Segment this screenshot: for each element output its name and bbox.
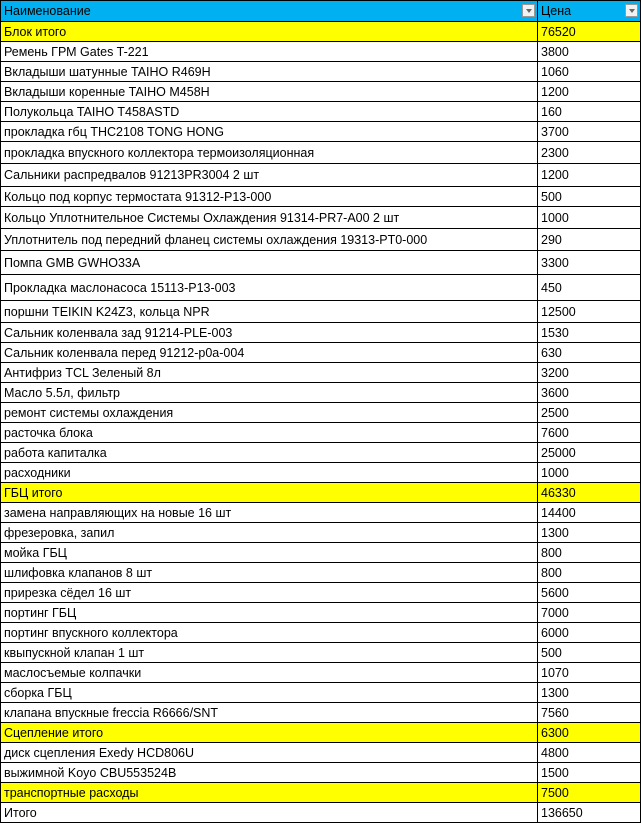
cell-price[interactable]: 5600 [538, 583, 641, 603]
table-row [1, 703, 641, 723]
cell-name[interactable]: Блок итого [1, 22, 538, 42]
cell-name[interactable]: работа капиталка [1, 443, 538, 463]
cell-price[interactable]: 3600 [538, 383, 641, 403]
cell-price[interactable]: 2300 [538, 142, 641, 164]
cell-price[interactable]: 76520 [538, 22, 641, 42]
cell-name[interactable]: выжимной Koyo CBU553524B [1, 763, 538, 783]
cell-name[interactable]: прокладка гбц THC2108 TONG HONG [1, 122, 538, 142]
table-row [1, 275, 641, 301]
subtotal-row [1, 483, 641, 503]
table-row [1, 423, 641, 443]
cell-price[interactable]: 800 [538, 563, 641, 583]
cell-name[interactable]: Ремень ГРМ Gates T-221 [1, 42, 538, 62]
cell-price[interactable]: 1200 [538, 164, 641, 187]
cell-name[interactable]: Антифриз TCL Зеленый 8л [1, 363, 538, 383]
cell-name[interactable]: клапана впускные freccia R6666/SNT [1, 703, 538, 723]
cell-name[interactable]: Прокладка маслонасоса 15113-P13-003 [1, 275, 538, 301]
cell-name[interactable]: ремонт системы охлаждения [1, 403, 538, 423]
table-row [1, 503, 641, 523]
table-row [1, 301, 641, 323]
cell-name[interactable]: Уплотнитель под передний фланец системы охлаждения 19313-PT0-000 [1, 229, 538, 251]
cell-price[interactable]: 290 [538, 229, 641, 251]
cell-price[interactable]: 3200 [538, 363, 641, 383]
table-row [1, 603, 641, 623]
table-row [1, 803, 641, 823]
cell-name[interactable]: Сальники распредвалов 91213PR3004 2 шт [1, 164, 538, 187]
cell-price[interactable]: 1000 [538, 207, 641, 229]
table-row [1, 102, 641, 122]
cell-price[interactable]: 3800 [538, 42, 641, 62]
column-header-name-label: Наименование [4, 4, 91, 18]
table-row [1, 229, 641, 251]
cell-price[interactable]: 7560 [538, 703, 641, 723]
cell-price[interactable]: 6000 [538, 623, 641, 643]
cell-price[interactable]: 7600 [538, 423, 641, 443]
subtotal-row [1, 22, 641, 42]
table-row [1, 82, 641, 102]
cell-name[interactable]: Кольцо Уплотнительное Системы Охлаждения 91314-PR7-A00 2 шт [1, 207, 538, 229]
table-row [1, 743, 641, 763]
table-row [1, 403, 641, 423]
cell-name[interactable]: расходники [1, 463, 538, 483]
column-header-name[interactable] [1, 1, 538, 22]
cell-price[interactable]: 6300 [538, 723, 641, 743]
cell-name[interactable]: Помпа GMB GWHO33A [1, 251, 538, 275]
table-row [1, 683, 641, 703]
cell-price[interactable]: 14400 [538, 503, 641, 523]
cell-name[interactable]: мойка ГБЦ [1, 543, 538, 563]
table-row [1, 343, 641, 363]
table-row [1, 643, 641, 663]
table-row [1, 463, 641, 483]
cell-price[interactable]: 1200 [538, 82, 641, 102]
cell-name[interactable]: Вкладыши коренные TAIHO M458H [1, 82, 538, 102]
cell-name[interactable]: Вкладыши шатунные TAIHO R469H [1, 62, 538, 82]
cell-price[interactable]: 160 [538, 102, 641, 122]
table-row [1, 207, 641, 229]
header-row [1, 1, 641, 22]
table-row [1, 623, 641, 643]
table-row [1, 763, 641, 783]
cell-price[interactable]: 800 [538, 543, 641, 563]
cell-price[interactable]: 2500 [538, 403, 641, 423]
cell-name[interactable]: портинг впускного коллектора [1, 623, 538, 643]
cell-price[interactable]: 500 [538, 187, 641, 207]
table-row [1, 663, 641, 683]
cell-price[interactable]: 3300 [538, 251, 641, 275]
cell-name[interactable]: Итого [1, 803, 538, 823]
cell-name[interactable]: прирезка сёдел 16 шт [1, 583, 538, 603]
cell-name[interactable]: замена направляющих на новые 16 шт [1, 503, 538, 523]
cell-name[interactable]: квыпускной клапан 1 шт [1, 643, 538, 663]
cell-name[interactable]: шлифовка клапанов 8 шт [1, 563, 538, 583]
cell-price[interactable]: 1300 [538, 523, 641, 543]
table-row [1, 323, 641, 343]
table-row [1, 563, 641, 583]
subtotal-row [1, 723, 641, 743]
cell-name[interactable]: Полукольца TAIHO T458ASTD [1, 102, 538, 122]
cell-name[interactable]: Масло 5.5л, фильтр [1, 383, 538, 403]
cell-name[interactable]: маслосъемые колпачки [1, 663, 538, 683]
cell-price[interactable]: 1000 [538, 463, 641, 483]
cell-name[interactable]: портинг ГБЦ [1, 603, 538, 623]
table-row [1, 583, 641, 603]
table-row [1, 363, 641, 383]
filter-dropdown-icon[interactable] [625, 4, 638, 17]
cell-price[interactable]: 7500 [538, 783, 641, 803]
cell-name[interactable]: диск сцепления Exedy HCD806U [1, 743, 538, 763]
cell-price[interactable]: 3700 [538, 122, 641, 142]
cell-price[interactable]: 12500 [538, 301, 641, 323]
cell-price[interactable]: 1530 [538, 323, 641, 343]
cell-name[interactable]: поршни TEIKIN K24Z3, кольца NPR [1, 301, 538, 323]
subtotal-row [1, 783, 641, 803]
cell-price[interactable]: 450 [538, 275, 641, 301]
cell-name[interactable]: транспортные расходы [1, 783, 538, 803]
filter-dropdown-icon[interactable] [522, 4, 535, 17]
column-header-price-label: Цена [541, 4, 572, 18]
cell-price[interactable]: 7000 [538, 603, 641, 623]
cell-name[interactable]: Кольцо под корпус термостата 91312-P13-000 [1, 187, 538, 207]
table-row [1, 443, 641, 463]
cell-name[interactable]: прокладка впускного коллектора термоизоляционная [1, 142, 538, 164]
table-row [1, 251, 641, 275]
cell-name[interactable]: фрезеровка, запил [1, 523, 538, 543]
cell-name[interactable]: сборка ГБЦ [1, 683, 538, 703]
table-row [1, 383, 641, 403]
cell-price[interactable]: 1060 [538, 62, 641, 82]
table-row [1, 523, 641, 543]
cell-price[interactable]: 1070 [538, 663, 641, 683]
table-row [1, 62, 641, 82]
cell-name[interactable]: Сцепление итого [1, 723, 538, 743]
cell-price[interactable]: 1300 [538, 683, 641, 703]
cell-price[interactable]: 630 [538, 343, 641, 363]
table-row [1, 187, 641, 207]
cell-price[interactable]: 4800 [538, 743, 641, 763]
cell-name[interactable]: расточка блока [1, 423, 538, 443]
cell-price[interactable]: 500 [538, 643, 641, 663]
table-row [1, 543, 641, 563]
column-header-price[interactable] [538, 1, 641, 22]
cell-name[interactable]: Сальник коленвала зад 91214-PLE-003 [1, 323, 538, 343]
cell-name[interactable]: ГБЦ итого [1, 483, 538, 503]
cell-name[interactable]: Сальник коленвала перед 91212-p0a-004 [1, 343, 538, 363]
cell-price[interactable]: 46330 [538, 483, 641, 503]
cell-price[interactable]: 136650 [538, 803, 641, 823]
table-row [1, 164, 641, 187]
table-row [1, 142, 641, 164]
cell-price[interactable]: 1500 [538, 763, 641, 783]
table-row [1, 122, 641, 142]
table-row [1, 42, 641, 62]
cell-price[interactable]: 25000 [538, 443, 641, 463]
